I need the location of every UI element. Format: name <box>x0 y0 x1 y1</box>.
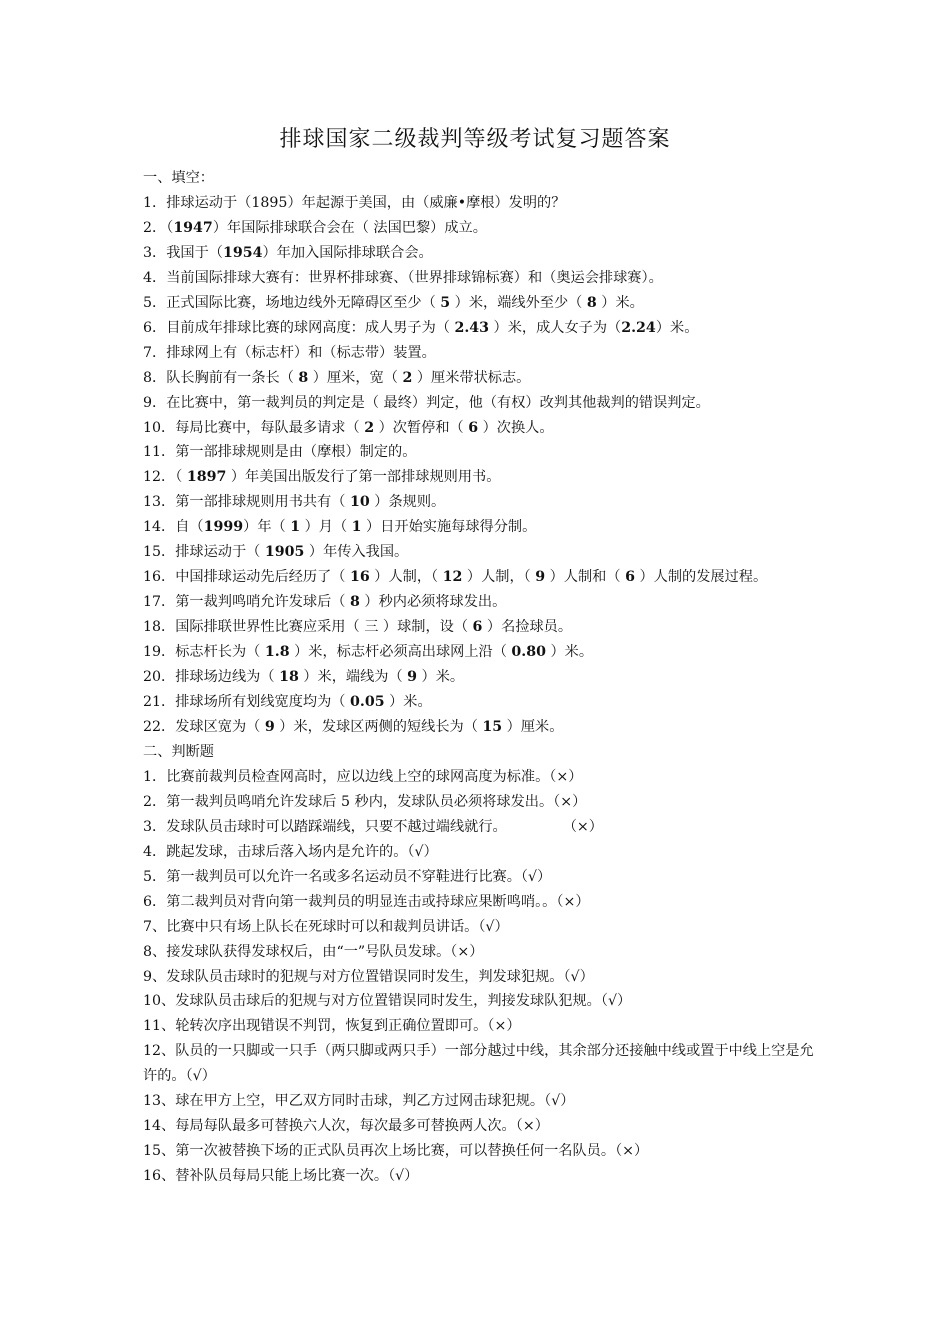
question-text: 2．（ <box>143 219 174 236</box>
question-text: ）人制，（ <box>462 569 536 586</box>
fill-in-item <box>143 590 815 615</box>
document-title: 排球国家二级裁判等级考试复习题答案 <box>279 127 671 152</box>
question-text: 17．第一裁判鸣哨允许发球后（ <box>143 594 351 611</box>
question-text: 6．目前成年排球比赛的球网高度：成人男子为（ <box>143 319 455 336</box>
fill-in-item <box>143 241 815 266</box>
fill-in-item <box>143 540 815 565</box>
true-false-item <box>143 1014 815 1039</box>
question-text: ）厘米带状标志。 <box>412 369 531 386</box>
question-text: 14．自（ <box>143 519 204 536</box>
question-text: 22．发球区宽为（ <box>143 718 265 735</box>
fill-in-item <box>143 665 815 690</box>
answer-value: 1999 <box>203 519 244 536</box>
statement-text: 12、队员的一只脚或一只手（两只脚或两只手）一部分越过中线，其余部分还接触中线或置于中线上空是允许的。（√） <box>143 1043 814 1085</box>
answer-value: 16 <box>350 569 370 586</box>
statement-text: 11、轮转次序出现错误不判罚，恢复到正确位置即可。（×） <box>143 1018 521 1035</box>
question-text: 10．每局比赛中，每队最多请求（ <box>143 419 365 436</box>
question-text: ）日开始实施每球得分制。 <box>361 519 537 536</box>
answer-value: 1905 <box>264 544 305 561</box>
answer-value: 8 <box>350 594 360 611</box>
answer-value: 8 <box>586 294 597 311</box>
answer-value: 10 <box>350 494 370 511</box>
answer-value: 18 <box>279 669 299 686</box>
statement-text: 9、发球队员击球时的犯规与对方位置错误同时发生，判发球犯规。（√） <box>143 968 594 985</box>
true-false-item <box>143 940 815 965</box>
answer-value: 5 <box>440 294 451 311</box>
question-text: ）米，端线外至少（ <box>450 294 587 311</box>
answer-value: 1954 <box>222 244 263 261</box>
fill-in-item <box>143 565 815 590</box>
statement-text: 15、第一次被替换下场的正式队员再次上场比赛，可以替换任何一名队员。（×） <box>143 1143 649 1160</box>
question-text: ）米。 <box>655 319 699 336</box>
question-text: 1．排球运动于（1895）年起源于美国，由（威廉•摩根）发明的？ <box>143 194 566 211</box>
answer-value: 15 <box>482 718 503 735</box>
fill-in-item <box>143 316 815 341</box>
question-text: 12．（ <box>143 469 187 486</box>
fill-in-item <box>143 216 815 241</box>
answer-value: 6 <box>625 569 635 586</box>
fill-in-item <box>143 715 815 740</box>
question-text: 15．排球运动于（ <box>143 544 265 561</box>
fill-in-item <box>143 490 815 515</box>
answer-value: 1 <box>290 519 301 536</box>
question-text: 9．在比赛中，第一裁判员的判定是（ 最终）判定，他（有权）改判其他裁判的错误判定。 <box>143 394 710 411</box>
true-false-item <box>143 1089 815 1114</box>
fill-in-item <box>143 465 815 490</box>
question-text: ）次换人。 <box>478 419 554 436</box>
answer-value: 1 <box>351 519 362 536</box>
question-text: 7．排球网上有（标志杆）和（标志带）装置。 <box>143 344 436 361</box>
question-text: ）米。 <box>596 294 644 311</box>
section1-heading: 一、填空： <box>143 170 214 186</box>
statement-text: 2．第一裁判员鸣哨允许发球后 5 秒内，发球队员必须将球发出。（×） <box>143 793 587 810</box>
question-text: ）米。 <box>545 644 594 661</box>
question-text: 16．中国排球运动先后经历了（ <box>143 569 351 586</box>
statement-text: 7、比赛中只有场上队长在死球时可以和裁判员讲话。（√） <box>143 918 509 935</box>
statement-text: 13、球在甲方上空，甲乙双方同时击球，判乙方过网击球犯规。（√） <box>143 1093 575 1110</box>
question-text: 19．标志杆长为（ <box>143 644 265 661</box>
fill-in-item <box>143 615 815 640</box>
question-text: 20．排球场边线为（ <box>143 669 280 686</box>
fill-in-item <box>143 366 815 391</box>
answer-value: 0.80 <box>511 644 546 661</box>
fill-in-item <box>143 191 815 216</box>
question-text: ）年国际排球联合会在（ 法国巴黎）成立。 <box>212 219 487 236</box>
fill-in-item <box>143 341 815 366</box>
true-false-item <box>143 765 815 790</box>
answer-value: 0.05 <box>350 694 385 711</box>
answer-value: 9 <box>264 718 275 735</box>
true-false-item <box>143 1039 815 1089</box>
question-text: ）次暂停和（ <box>374 419 469 436</box>
statement-text: 3．发球队员击球时可以踏踩端线，只要不越过端线就行。 <box>143 818 507 835</box>
question-text: 18．国际排联世界性比赛应采用（ 三 ）球制，设（ <box>143 619 473 636</box>
document-body <box>143 166 815 1189</box>
question-text: ）人制和（ <box>545 569 626 586</box>
true-false-section <box>143 765 815 1189</box>
statement-text: 14、每局每队最多可替换六人次，每次最多可替换两人次。（×） <box>143 1118 549 1135</box>
true-false-item <box>143 815 815 840</box>
statement-text: 8、接发球队获得发球权后，由“一”号队员发球。（×） <box>143 943 484 960</box>
true-false-item <box>143 890 815 915</box>
question-text: ）名捡球员。 <box>482 619 573 636</box>
question-text: ）米。 <box>384 694 432 711</box>
question-text: ）年传入我国。 <box>304 544 409 561</box>
question-text: 13．第一部排球规则用书共有（ <box>143 494 351 511</box>
answer-value: 9 <box>407 669 418 686</box>
answer-value: 1897 <box>186 469 227 486</box>
question-text: ）年美国出版发行了第一部排球规则用书。 <box>226 469 501 486</box>
question-text: ）米，发球区两侧的短线长为（ <box>274 718 483 735</box>
question-text: ）年（ <box>243 519 291 536</box>
answer-value: 6 <box>472 619 483 636</box>
fill-in-item <box>143 391 815 416</box>
true-false-item <box>143 989 815 1014</box>
true-false-item <box>143 840 815 865</box>
question-text: ）条规则。 <box>369 494 446 511</box>
fill-in-item <box>143 266 815 291</box>
answer-value: 2.43 <box>454 319 490 336</box>
question-text: ）米，端线为（ <box>298 669 408 686</box>
true-false-item <box>143 1164 815 1189</box>
fill-in-item <box>143 416 815 441</box>
question-text: 21．排球场所有划线宽度均为（ <box>143 694 351 711</box>
true-false-item <box>143 915 815 940</box>
question-text: 3．我国于（ <box>143 244 223 261</box>
true-false-item <box>143 1139 815 1164</box>
statement-text: 10、发球队员击球后的犯规与对方位置错误同时发生，判接发球队犯规。（√） <box>143 993 632 1010</box>
answer-value: 1.8 <box>264 644 290 661</box>
answer-value: 6 <box>468 419 479 436</box>
question-text: ）秒内必须将球发出。 <box>359 594 507 611</box>
answer-value: 1947 <box>173 219 213 236</box>
fill-in-item <box>143 291 815 316</box>
question-text: ）米。 <box>417 669 465 686</box>
answer-value: 9 <box>535 569 546 586</box>
fill-in-item <box>143 440 815 465</box>
answer-value: 8 <box>298 369 309 386</box>
statement-text: 4．跳起发球，击球后落入场内是允许的。（√） <box>143 843 438 860</box>
question-text: ）人制的发展过程。 <box>634 569 768 586</box>
true-false-item <box>143 965 815 990</box>
statement-text: 5．第一裁判员可以允许一名或多名运动员不穿鞋进行比赛。（√） <box>143 868 552 885</box>
question-text: ）米，成人女子为（ <box>489 319 622 336</box>
true-false-item <box>143 865 815 890</box>
question-text: 8．队长胸前有一条长（ <box>143 369 299 386</box>
true-false-item <box>143 1114 815 1139</box>
fill-in-item <box>143 515 815 540</box>
answer-mark: （×） <box>562 818 603 835</box>
answer-value: 2 <box>364 419 375 436</box>
fill-in-section <box>143 191 815 740</box>
statement-text: 16、替补队员每局只能上场比赛一次。（√） <box>143 1168 419 1185</box>
question-text: ）人制，（ <box>369 569 443 586</box>
question-text: ）年加入国际排球联合会。 <box>262 244 433 261</box>
question-text: 11．第一部排球规则是由（摩根）制定的。 <box>143 444 417 461</box>
question-text: 4．当前国际排球大赛有：世界杯排球赛、（世界排球锦标赛）和（奥运会排球赛）。 <box>143 269 663 286</box>
fill-in-item <box>143 690 815 715</box>
question-text: ）米，标志杆必须高出球网上沿（ <box>289 644 512 661</box>
answer-value: 2 <box>402 369 413 386</box>
question-text: ）厘米。 <box>502 718 564 735</box>
statement-text: 1．比赛前裁判员检查网高时，应以边线上空的球网高度为标准。（×） <box>143 768 583 785</box>
true-false-item <box>143 790 815 815</box>
answer-value: 2.24 <box>621 319 656 336</box>
fill-in-item <box>143 640 815 665</box>
statement-text: 6．第二裁判员对背向第一裁判员的明显连击或持球应果断鸣哨。。（×） <box>143 893 590 910</box>
section2-heading: 二、判断题 <box>143 743 214 760</box>
question-text: 5．正式国际比赛，场地边线外无障碍区至少（ <box>143 294 441 311</box>
question-text: ）厘米，宽（ <box>308 369 403 386</box>
question-text: ）月（ <box>300 519 352 536</box>
answer-value: 12 <box>442 569 463 586</box>
